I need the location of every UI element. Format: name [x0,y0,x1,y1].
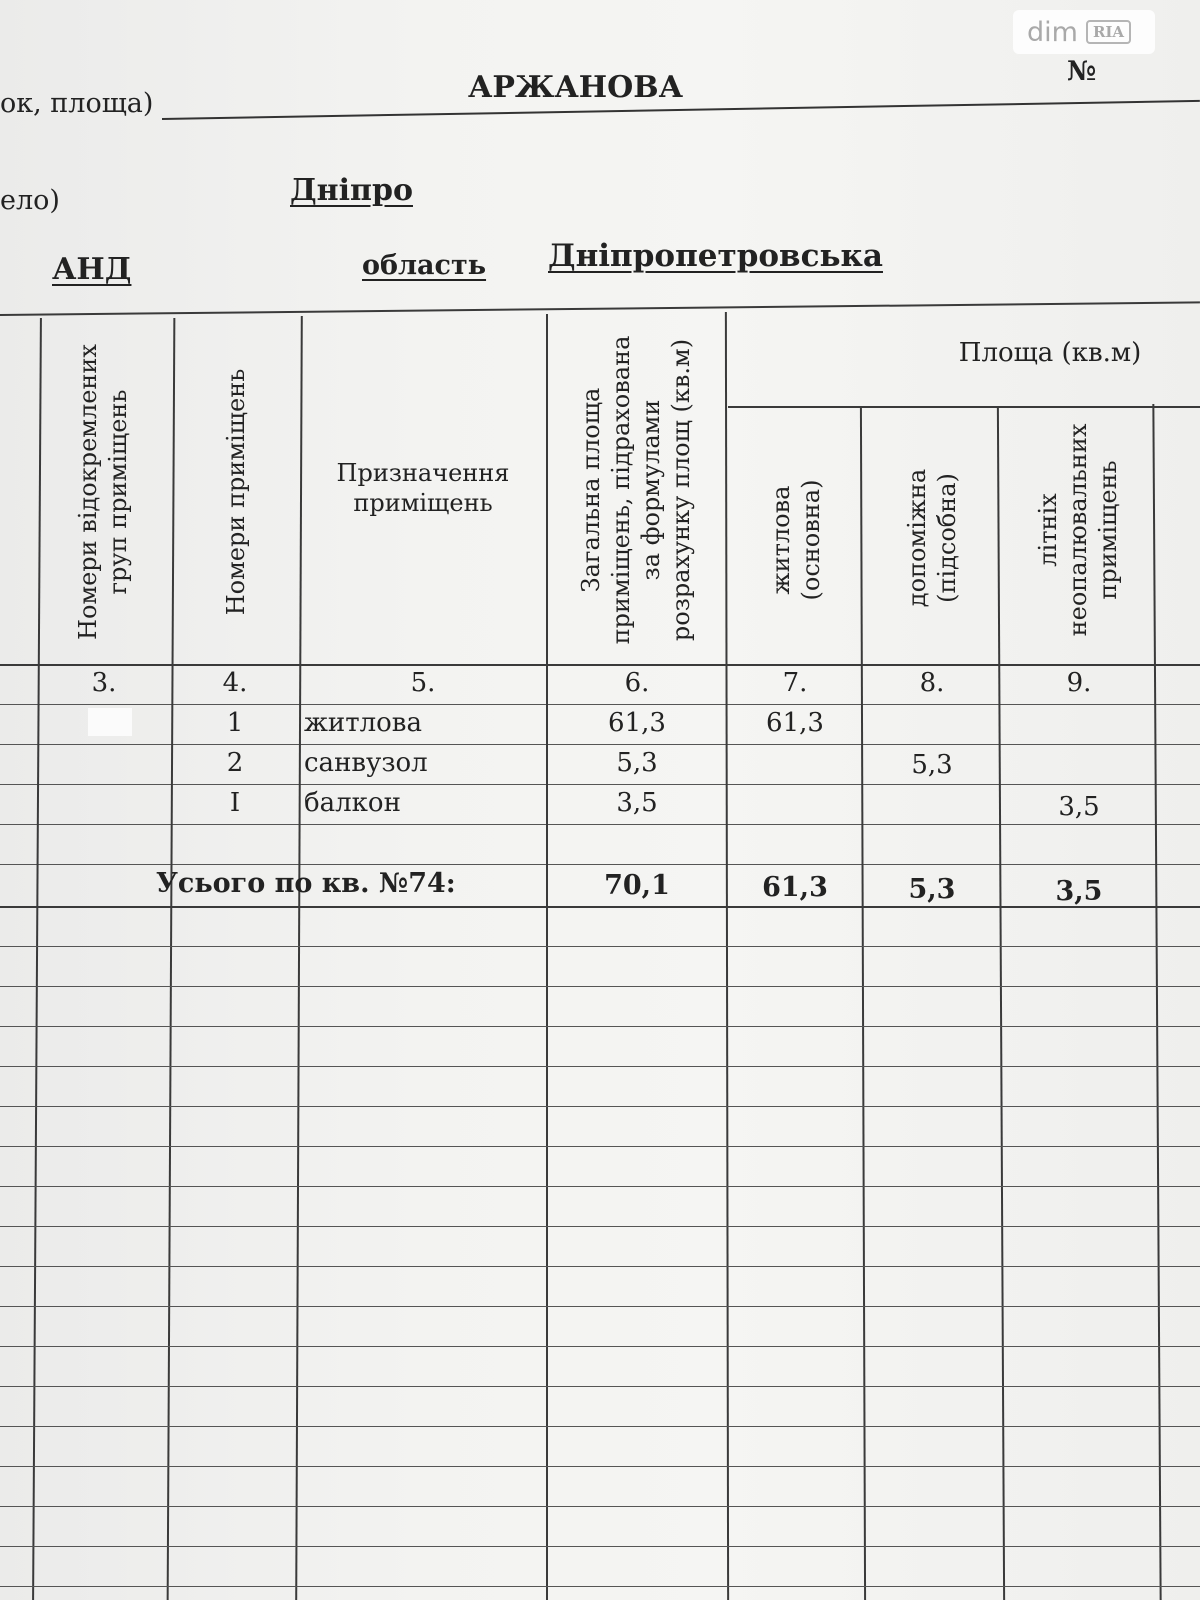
empty-row-line [0,1346,1200,1347]
row-divider [0,704,1200,705]
whiteout-mark [88,708,132,736]
row2-aux: 5,3 [911,750,953,780]
row-divider [0,824,1200,825]
watermark-badge: RIA [1086,20,1131,44]
table-top-border [0,301,1200,316]
col-number-5: 5. [410,668,436,698]
col-divider [725,312,729,1600]
row2-room-number: 2 [226,748,244,778]
row-divider [0,864,1200,865]
empty-row-line [0,1586,1200,1587]
region-name: Дніпропетровська [548,238,883,274]
col-number-7: 7. [782,668,808,698]
row3-room-number: I [229,788,241,818]
empty-row-line [0,1026,1200,1027]
col-number-6: 6. [624,668,650,698]
field-caption-left-2: ело) [0,185,60,216]
empty-row-line [0,1186,1200,1187]
row1-living: 61,3 [766,708,824,738]
row1-total: 61,3 [608,708,666,738]
col4-header: Номери приміщень [222,368,250,616]
col5-header-text: Призначення приміщень [336,459,510,517]
empty-row-line [0,1146,1200,1147]
empty-row-line [0,1506,1200,1507]
col-divider [1152,404,1161,1600]
col5-header [300,458,546,518]
area-group-divider [728,406,1200,408]
row3-summer: 3,5 [1058,792,1100,822]
number-label: № [1067,56,1097,87]
col-number-4: 4. [222,668,248,698]
col9-header: літніх неопалювальних приміщень [1034,423,1122,637]
row1-purpose: житлова [304,708,422,738]
col-number-8: 8. [919,668,945,698]
col-divider [32,318,42,1600]
field-caption-left: ок, площа) [0,88,154,119]
col-number-3: 3. [91,668,117,698]
empty-row-line [0,1306,1200,1307]
row1-room-number: 1 [226,708,244,738]
empty-row-line [0,1466,1200,1467]
col6-header: Загальна площа приміщень, підрахована за формулами розрахунку площ (кв.м) [577,335,695,645]
empty-row-line [0,1386,1200,1387]
district-name: АНД [52,252,132,287]
row-divider [0,784,1200,785]
dimria-watermark [1013,10,1155,54]
col-divider [860,408,866,1600]
row3-total: 3,5 [616,788,658,818]
col-number-9: 9. [1066,668,1092,698]
empty-row-line [0,986,1200,987]
col7-header: житлова (основна) [767,479,825,601]
empty-row-line [0,1226,1200,1227]
empty-row-line [0,1426,1200,1427]
city-name: Дніпро [290,173,413,208]
empty-row-line [0,1266,1200,1267]
watermark-text: dim [1027,16,1078,48]
street-name: АРЖАНОВА [468,70,684,105]
totals-summer: 3,5 [1055,876,1103,907]
col8-header: допоміжна (підсобна) [903,468,961,608]
row-divider [0,744,1200,745]
empty-row-line [0,1546,1200,1547]
header-bottom-border [0,664,1200,666]
empty-row-line [0,1066,1200,1067]
region-label: область [362,250,487,281]
col-divider [997,406,1005,1600]
totals-aux: 5,3 [908,874,956,905]
row3-purpose: балкон [304,788,401,818]
area-group-header: Площа (кв.м) [958,338,1142,368]
totals-total: 70,1 [604,870,670,901]
totals-label: Усього по кв. №74: [156,868,456,899]
col-divider [546,314,548,1600]
empty-row-line [0,1106,1200,1107]
row2-purpose: санвузол [304,748,428,778]
empty-row-line [0,946,1200,947]
totals-living: 61,3 [762,872,828,903]
col-divider [167,318,176,1600]
col3-header: Номери відокремлених груп приміщень [74,344,132,640]
row2-total: 5,3 [616,748,658,778]
